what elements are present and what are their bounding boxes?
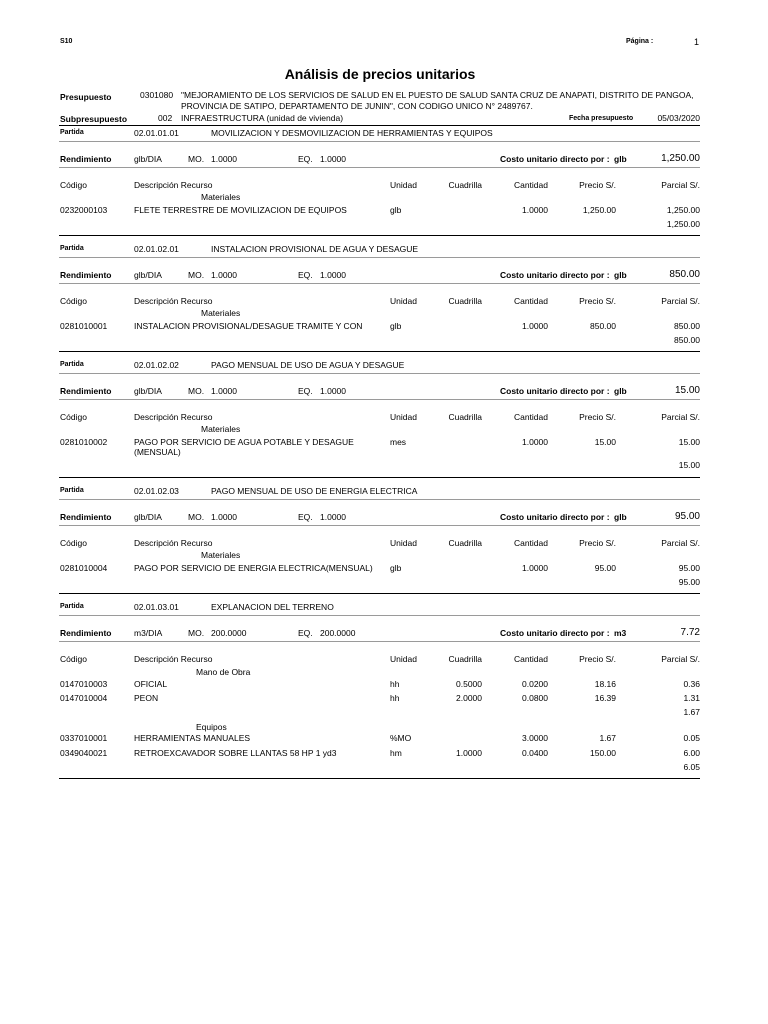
- col-descripcion: Descripción Recurso: [134, 654, 213, 664]
- col-cantidad: Cantidad: [513, 180, 548, 190]
- group-header: Materiales: [201, 308, 241, 318]
- col-cuadrilla: Cuadrilla: [448, 296, 482, 306]
- resource-code: 0147010003: [60, 679, 108, 689]
- resource-code: 0232000103: [60, 205, 108, 215]
- resource-code: 0147010004: [60, 693, 108, 703]
- partida-bottom-divider: [59, 235, 700, 236]
- col-cuadrilla: Cuadrilla: [448, 654, 482, 664]
- resource-desc: INSTALACION PROVISIONAL/DESAGUE TRAMITE Y CON: [134, 321, 363, 331]
- col-codigo: Código: [60, 180, 87, 190]
- partida-label: Partida: [60, 361, 84, 368]
- group-subtotal: 1,250.00: [666, 219, 700, 229]
- col-cuadrilla: Cuadrilla: [448, 180, 482, 190]
- resource-parcial: 15.00: [678, 437, 700, 447]
- resource-code: 0281010004: [60, 563, 108, 573]
- resource-unit: glb: [390, 321, 402, 331]
- resource-cantidad: 0.0400: [522, 748, 548, 758]
- rendimiento-divider: [59, 641, 700, 642]
- page-number: 1: [693, 37, 699, 47]
- report-code: S10: [60, 38, 73, 45]
- rendimiento-divider: [59, 167, 700, 168]
- col-parcial: Parcial S/.: [661, 538, 700, 548]
- resource-precio: 150.00: [590, 748, 616, 758]
- resource-parcial: 95.00: [678, 563, 700, 573]
- costo-unitario-value: 15.00: [674, 385, 700, 396]
- resource-cuadrilla: 0.5000: [456, 679, 482, 689]
- col-precio: Precio S/.: [579, 296, 616, 306]
- rendimiento-unit: glb/DIA: [134, 154, 162, 164]
- partida-divider: [59, 141, 700, 142]
- mo-value: 1.0000: [211, 386, 237, 396]
- resource-parcial: 0.36: [683, 679, 700, 689]
- resource-unit: hm: [390, 748, 402, 758]
- resource-code: 0337010001: [60, 733, 108, 743]
- col-cantidad: Cantidad: [513, 538, 548, 548]
- costo-unitario-label: Costo unitario directo por :: [500, 628, 610, 638]
- col-codigo: Código: [60, 296, 87, 306]
- partida-label: Partida: [60, 487, 84, 494]
- resource-cantidad: 0.0800: [522, 693, 548, 703]
- costo-unitario-value: 7.72: [680, 627, 700, 638]
- resource-cantidad: 0.0200: [522, 679, 548, 689]
- resource-cantidad: 1.0000: [522, 321, 548, 331]
- resource-cantidad: 1.0000: [522, 437, 548, 447]
- group-subtotal: 1.67: [683, 707, 700, 717]
- col-parcial: Parcial S/.: [661, 412, 700, 422]
- partida-bottom-divider: [59, 778, 700, 779]
- partida-code: 02.01.03.01: [134, 602, 179, 612]
- resource-unit: hh: [390, 693, 400, 703]
- mo-label: MO.: [188, 512, 205, 522]
- rendimiento-divider: [59, 399, 700, 400]
- subpresupuesto-desc: INFRAESTRUCTURA (unidad de vivienda): [181, 113, 344, 123]
- resource-desc: OFICIAL: [134, 679, 168, 689]
- resource-cantidad: 1.0000: [522, 563, 548, 573]
- resource-desc: PEON: [134, 693, 159, 703]
- resource-precio: 15.00: [594, 437, 616, 447]
- costo-unitario-unit: glb: [614, 386, 627, 396]
- resource-precio: 18.16: [594, 679, 616, 689]
- costo-unitario-unit: glb: [614, 154, 627, 164]
- partida-name: INSTALACION PROVISIONAL DE AGUA Y DESAGUE: [211, 244, 419, 254]
- resource-parcial: 850.00: [674, 321, 700, 331]
- col-descripcion: Descripción Recurso: [134, 296, 213, 306]
- rendimiento-label: Rendimiento: [60, 154, 112, 164]
- mo-label: MO.: [188, 628, 205, 638]
- partida-label: Partida: [60, 129, 84, 136]
- resource-unit: %MO: [390, 733, 412, 743]
- fecha-label: Fecha presupuesto: [569, 115, 634, 122]
- col-descripcion: Descripción Recurso: [134, 538, 213, 548]
- resource-parcial: 1,250.00: [666, 205, 700, 215]
- costo-unitario-label: Costo unitario directo por :: [500, 512, 610, 522]
- resource-parcial: 1.31: [683, 693, 700, 703]
- rendimiento-divider: [59, 525, 700, 526]
- partida-name: MOVILIZACION Y DESMOVILIZACION DE HERRAMIENTAS Y EQUIPOS: [211, 128, 493, 138]
- col-cuadrilla: Cuadrilla: [448, 412, 482, 422]
- partida-name: PAGO MENSUAL DE USO DE AGUA Y DESAGUE: [211, 360, 405, 370]
- rendimiento-unit: glb/DIA: [134, 270, 162, 280]
- eq-label: EQ.: [298, 386, 313, 396]
- resource-unit: glb: [390, 205, 402, 215]
- eq-label: EQ.: [298, 628, 313, 638]
- header-divider: [59, 125, 700, 126]
- partida-name: PAGO MENSUAL DE USO DE ENERGIA ELECTRICA: [211, 486, 418, 496]
- resource-cantidad: 1.0000: [522, 205, 548, 215]
- group-subtotal: 6.05: [683, 762, 700, 772]
- partida-code: 02.01.02.02: [134, 360, 179, 370]
- group-header: Materiales: [201, 550, 241, 560]
- group-header: Materiales: [201, 192, 241, 202]
- col-precio: Precio S/.: [579, 180, 616, 190]
- resource-precio: 850.00: [590, 321, 616, 331]
- partida-bottom-divider: [59, 477, 700, 478]
- col-cantidad: Cantidad: [513, 654, 548, 664]
- resource-unit: glb: [390, 563, 402, 573]
- rendimiento-label: Rendimiento: [60, 386, 112, 396]
- resource-precio: 1.67: [599, 733, 616, 743]
- costo-unitario-unit: glb: [614, 512, 627, 522]
- resource-code: 0281010001: [60, 321, 108, 331]
- col-parcial: Parcial S/.: [661, 180, 700, 190]
- col-descripcion: Descripción Recurso: [134, 180, 213, 190]
- col-unidad: Unidad: [390, 412, 417, 422]
- eq-value: 1.0000: [320, 386, 346, 396]
- partida-divider: [59, 257, 700, 258]
- mo-value: 1.0000: [211, 512, 237, 522]
- eq-label: EQ.: [298, 270, 313, 280]
- resource-code: 0349040021: [60, 748, 108, 758]
- mo-label: MO.: [188, 154, 205, 164]
- group-header: Equipos: [196, 722, 227, 732]
- resource-desc: FLETE TERRESTRE DE MOVILIZACION DE EQUIPOS: [134, 205, 347, 215]
- rendimiento-unit: m3/DIA: [134, 628, 163, 638]
- resource-parcial: 0.05: [683, 733, 700, 743]
- col-codigo: Código: [60, 412, 87, 422]
- fecha-value: 05/03/2020: [657, 113, 700, 123]
- eq-label: EQ.: [298, 512, 313, 522]
- resource-desc: HERRAMIENTAS MANUALES: [134, 733, 251, 743]
- costo-unitario-unit: glb: [614, 270, 627, 280]
- group-header: Materiales: [201, 424, 241, 434]
- resource-code: 0281010002: [60, 437, 108, 447]
- col-unidad: Unidad: [390, 180, 417, 190]
- rendimiento-unit: glb/DIA: [134, 512, 162, 522]
- rendimiento-label: Rendimiento: [60, 628, 112, 638]
- col-codigo: Código: [60, 538, 87, 548]
- subpresupuesto-code: 002: [158, 113, 173, 123]
- col-unidad: Unidad: [390, 296, 417, 306]
- costo-unitario-value: 95.00: [674, 511, 700, 522]
- page-title: Análisis de precios unitarios: [284, 66, 476, 82]
- resource-desc-continued: (MENSUAL): [134, 447, 181, 457]
- col-cantidad: Cantidad: [513, 412, 548, 422]
- col-cantidad: Cantidad: [513, 296, 548, 306]
- resource-desc: PAGO POR SERVICIO DE ENERGIA ELECTRICA(MENSUAL): [134, 563, 373, 573]
- resource-desc: RETROEXCAVADOR SOBRE LLANTAS 58 HP 1 yd3: [134, 748, 337, 758]
- col-unidad: Unidad: [390, 538, 417, 548]
- partida-bottom-divider: [59, 593, 700, 594]
- resource-unit: mes: [390, 437, 407, 447]
- resource-desc: PAGO POR SERVICIO DE AGUA POTABLE Y DESAGUE: [134, 437, 354, 447]
- group-subtotal: 95.00: [678, 577, 700, 587]
- rendimiento-divider: [59, 283, 700, 284]
- resource-cuadrilla: 2.0000: [456, 693, 482, 703]
- group-subtotal: 15.00: [678, 460, 700, 470]
- col-precio: Precio S/.: [579, 538, 616, 548]
- partida-divider: [59, 373, 700, 374]
- partida-label: Partida: [60, 603, 84, 610]
- eq-label: EQ.: [298, 154, 313, 164]
- partida-divider: [59, 615, 700, 616]
- col-codigo: Código: [60, 654, 87, 664]
- partida-code: 02.01.01.01: [134, 128, 179, 138]
- presupuesto-code: 0301080: [140, 90, 174, 100]
- partida-name: EXPLANACION DEL TERRENO: [211, 602, 334, 612]
- resource-cantidad: 3.0000: [522, 733, 548, 743]
- partida-label: Partida: [60, 245, 84, 252]
- group-header: Mano de Obra: [196, 667, 251, 677]
- costo-unitario-unit: m3: [614, 628, 627, 638]
- partida-divider: [59, 499, 700, 500]
- page-label: Página :: [626, 38, 654, 45]
- mo-value: 1.0000: [211, 270, 237, 280]
- partida-code: 02.01.02.01: [134, 244, 179, 254]
- subpresupuesto-label: Subpresupuesto: [60, 114, 128, 124]
- col-descripcion: Descripción Recurso: [134, 412, 213, 422]
- rendimiento-label: Rendimiento: [60, 270, 112, 280]
- resource-parcial: 6.00: [683, 748, 700, 758]
- costo-unitario-label: Costo unitario directo por :: [500, 270, 610, 280]
- rendimiento-unit: glb/DIA: [134, 386, 162, 396]
- eq-value: 1.0000: [320, 154, 346, 164]
- col-parcial: Parcial S/.: [661, 296, 700, 306]
- resource-cuadrilla: 1.0000: [456, 748, 482, 758]
- partida-bottom-divider: [59, 351, 700, 352]
- costo-unitario-label: Costo unitario directo por :: [500, 154, 610, 164]
- col-precio: Precio S/.: [579, 654, 616, 664]
- mo-value: 200.0000: [211, 628, 247, 638]
- col-unidad: Unidad: [390, 654, 417, 664]
- resource-precio: 95.00: [594, 563, 616, 573]
- presupuesto-desc-1: "MEJORAMIENTO DE LOS SERVICIOS DE SALUD EN EL PUESTO DE SALUD SANTA CRUZ DE ANAPATI, DISTRITO DE PANGOA,: [181, 90, 694, 100]
- col-precio: Precio S/.: [579, 412, 616, 422]
- eq-value: 1.0000: [320, 512, 346, 522]
- mo-value: 1.0000: [211, 154, 237, 164]
- mo-label: MO.: [188, 270, 205, 280]
- eq-value: 1.0000: [320, 270, 346, 280]
- resource-unit: hh: [390, 679, 400, 689]
- costo-unitario-value: 1,250.00: [661, 153, 700, 164]
- mo-label: MO.: [188, 386, 205, 396]
- col-cuadrilla: Cuadrilla: [448, 538, 482, 548]
- eq-value: 200.0000: [320, 628, 356, 638]
- resource-precio: 16.39: [594, 693, 616, 703]
- group-subtotal: 850.00: [674, 335, 700, 345]
- rendimiento-label: Rendimiento: [60, 512, 112, 522]
- costo-unitario-value: 850.00: [669, 269, 700, 280]
- presupuesto-desc-2: PROVINCIA DE SATIPO, DEPARTAMENTO DE JUNIN", CON CODIGO UNICO N° 2489767.: [181, 101, 533, 111]
- col-parcial: Parcial S/.: [661, 654, 700, 664]
- partida-code: 02.01.02.03: [134, 486, 179, 496]
- resource-precio: 1,250.00: [582, 205, 616, 215]
- costo-unitario-label: Costo unitario directo por :: [500, 386, 610, 396]
- presupuesto-label: Presupuesto: [60, 92, 112, 102]
